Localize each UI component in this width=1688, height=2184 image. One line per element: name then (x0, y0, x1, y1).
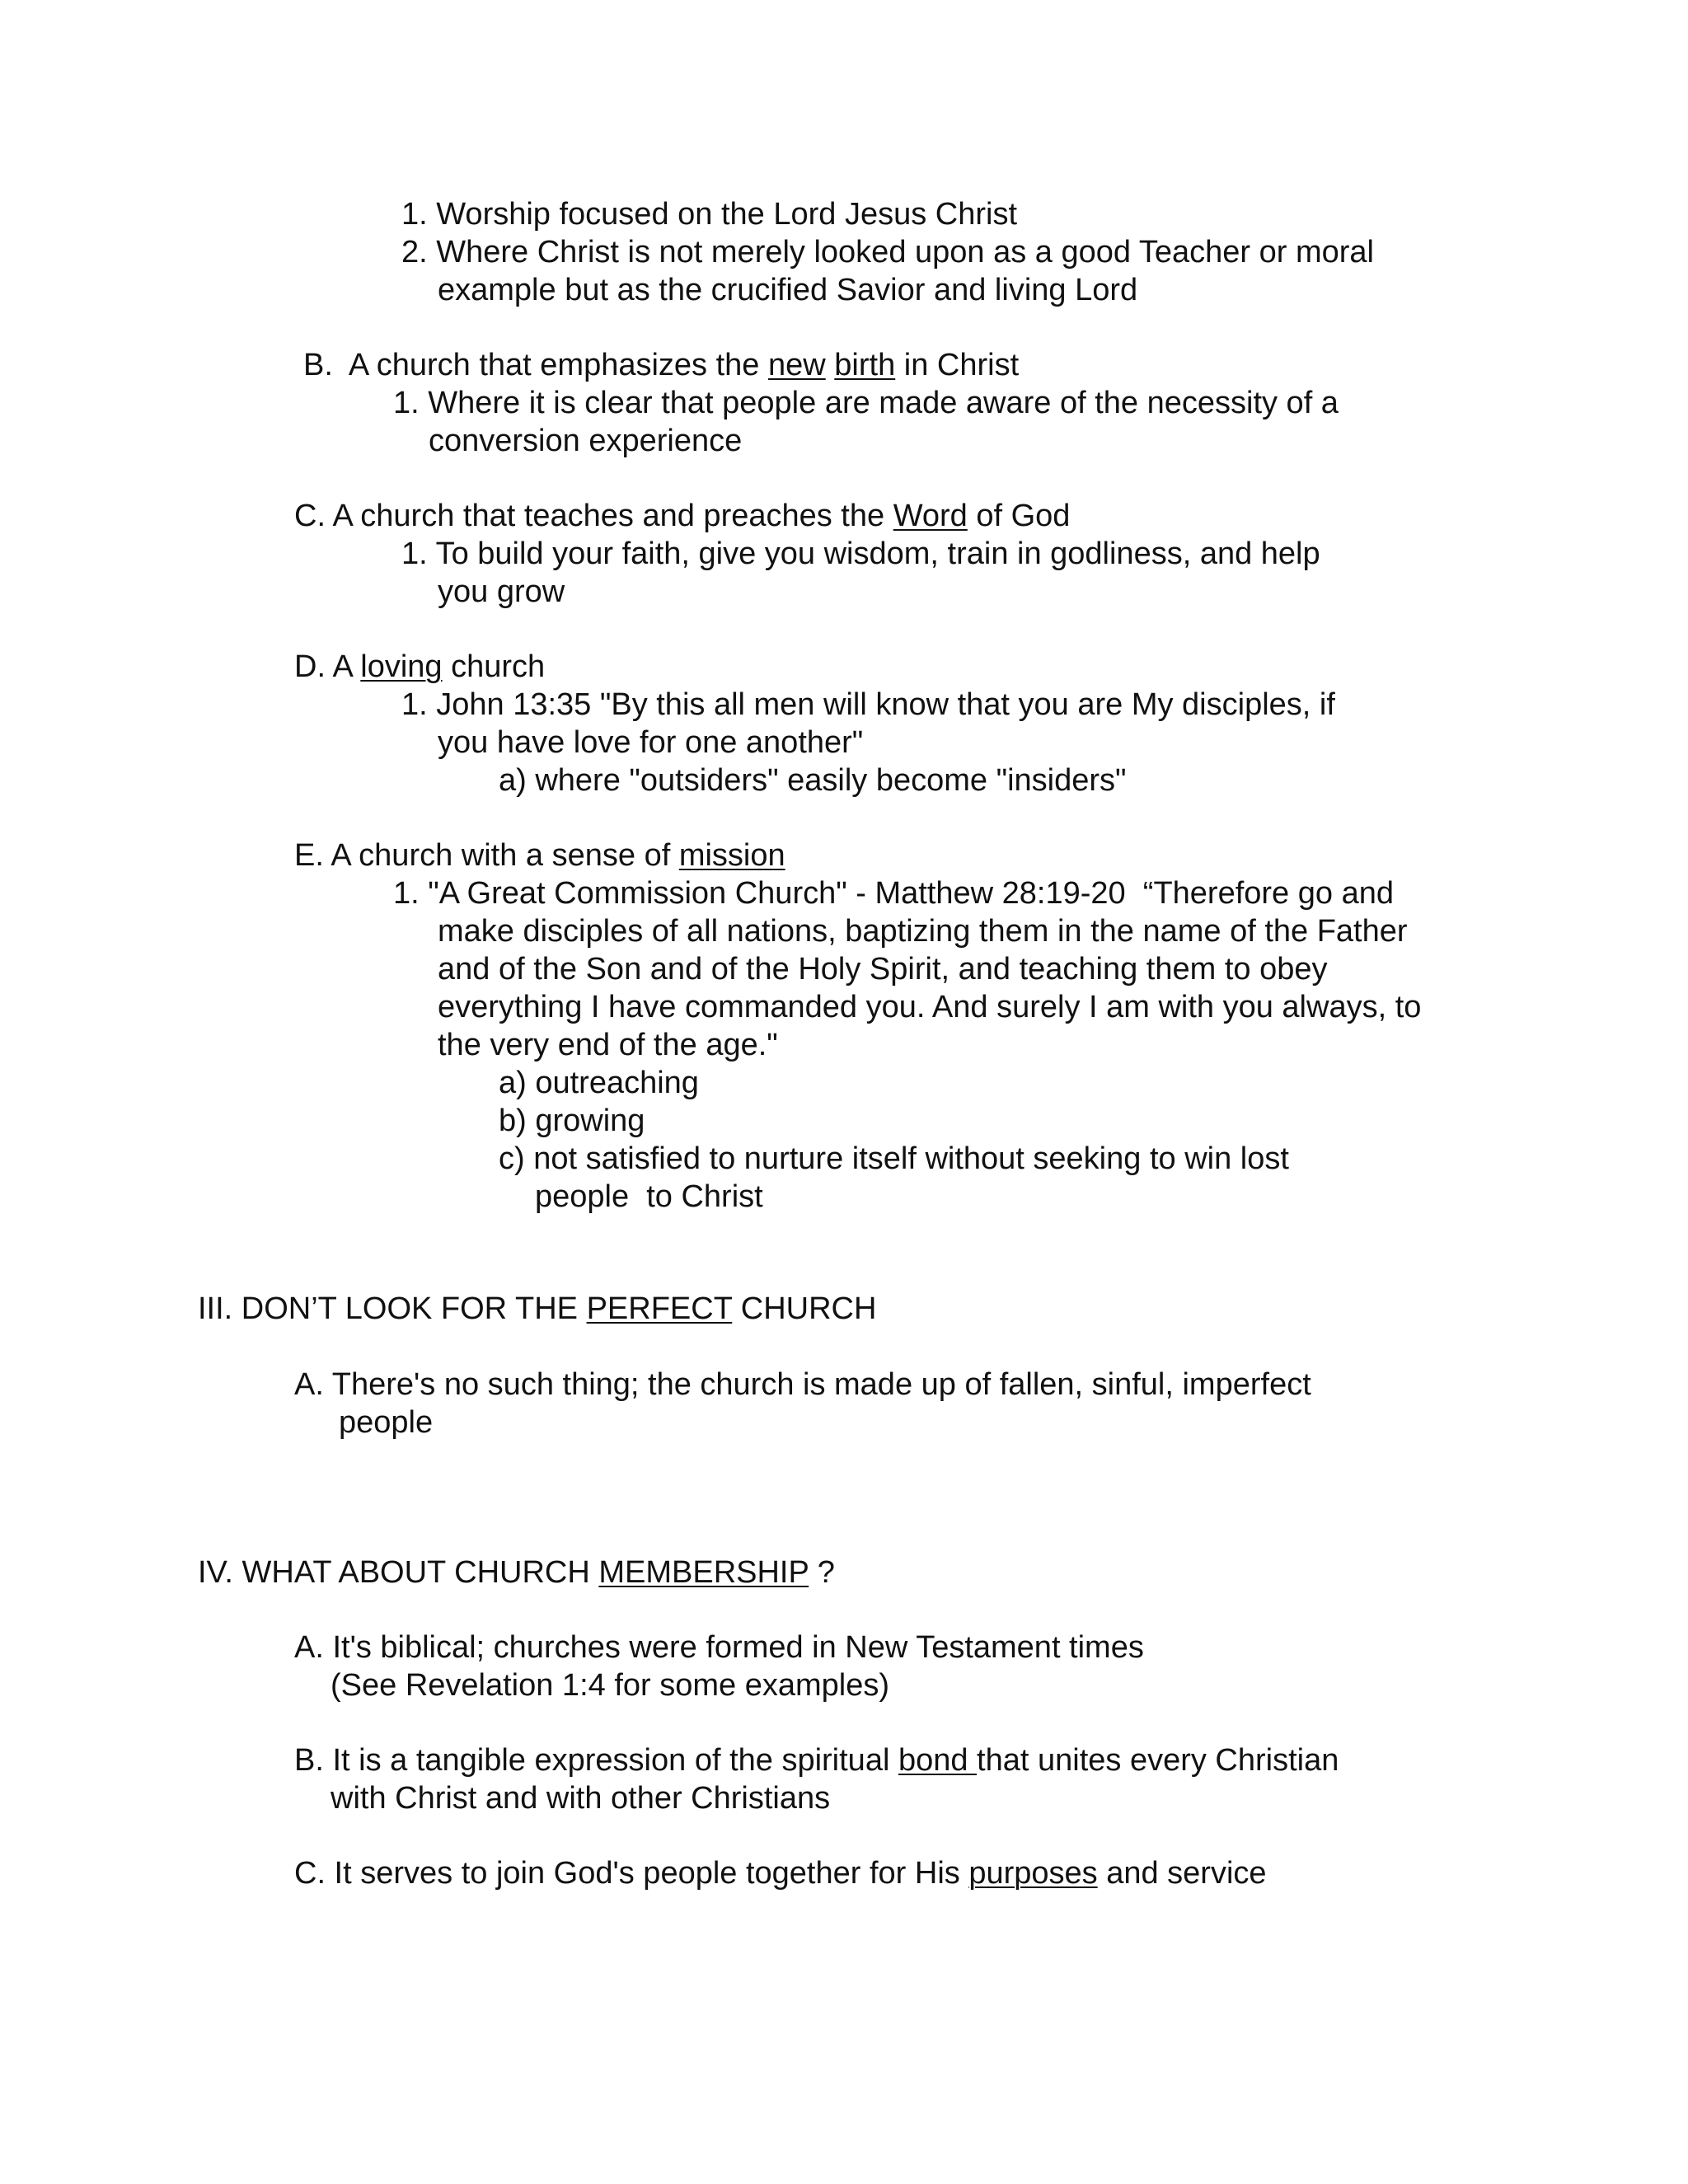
outline-line (438, 988, 1421, 1026)
outline-text: you have love for one another" (438, 725, 864, 760)
outline-text: a) where "outsiders" easily become "insiders" (499, 763, 1127, 798)
outline-text: A. There's no such thing; the church is made up of fallen, sinful, imperfect (294, 1367, 1311, 1402)
outline-text: 1. Worship focused on the Lord Jesus Christ (401, 197, 1018, 232)
heading-text: IV. WHAT ABOUT CHURCH (198, 1555, 599, 1590)
outline-text: of God (967, 499, 1071, 533)
outline-text: you grow (438, 574, 565, 609)
underlined-term: birth (834, 348, 896, 382)
outline-text: and service (1097, 1856, 1267, 1891)
outline-text: make disciples of all nations, baptizing them in the name of the Father (438, 914, 1408, 949)
outline-line (401, 233, 1374, 271)
outline-item-c (294, 497, 1070, 535)
outline-text: conversion experience (429, 424, 743, 458)
outline-line (438, 1026, 778, 1064)
outline-item-d (294, 648, 545, 686)
outline-line (339, 1404, 433, 1441)
section-heading-iv (198, 1554, 835, 1591)
heading-text: CHURCH (732, 1291, 877, 1326)
outline-line (438, 950, 1328, 988)
outline-text: a) outreaching (499, 1066, 699, 1100)
outline-line (499, 1102, 645, 1140)
outline-text: A. It's biblical; churches were formed in New Testament times (294, 1630, 1144, 1665)
outline-text: that unites every Christian (977, 1743, 1339, 1778)
outline-line (438, 573, 565, 611)
outline-text: the very end of the age." (438, 1028, 778, 1062)
outline-line (429, 422, 742, 460)
outline-text: B. A church that emphasizes the (303, 348, 768, 382)
outline-text: C. It serves to join God's people together for His (294, 1856, 969, 1891)
underlined-term: loving (360, 649, 443, 684)
underlined-term: mission (678, 838, 785, 873)
outline-line (535, 1178, 763, 1216)
underlined-term: PERFECT (586, 1291, 733, 1326)
outline-text: C. A church that teaches and preaches the (294, 499, 893, 533)
outline-text: c) not satisfied to nurture itself without seeking to win lost (499, 1141, 1289, 1176)
outline-line (438, 724, 863, 762)
outline-text: church (442, 649, 546, 684)
outline-item-b (294, 1741, 1339, 1779)
heading-text: ? (809, 1555, 835, 1590)
outline-text: people to Christ (535, 1179, 763, 1214)
outline-text: 1. "A Great Commission Church" - Matthew 28:19-20 “Therefore go and (393, 876, 1394, 911)
underlined-term: new (768, 348, 826, 382)
underlined-term: Word (893, 499, 968, 533)
outline-text: 1. To build your faith, give you wisdom, train in godliness, and help (401, 537, 1320, 571)
outline-text: D. A (294, 649, 361, 684)
outline-line (438, 271, 1137, 309)
outline-line (499, 762, 1127, 799)
outline-text: B. It is a tangible expression of the spiritual (294, 1743, 898, 1778)
outline-line (438, 912, 1408, 950)
outline-line (401, 535, 1320, 573)
outline-text: in Christ (895, 348, 1020, 382)
outline-line (393, 874, 1394, 912)
outline-line (393, 384, 1339, 422)
underlined-term: purposes (968, 1856, 1098, 1891)
outline-text: 1. John 13:35 "By this all men will know that you are My disciples, if (401, 687, 1335, 722)
outline-text (826, 348, 835, 382)
outline-text: 2. Where Christ is not merely looked upon as a good Teacher or moral (401, 235, 1375, 269)
outline-item-b (303, 346, 1019, 384)
outline-line (294, 1629, 1144, 1666)
outline-line (331, 1666, 889, 1704)
outline-text: with Christ and with other Christians (331, 1781, 831, 1816)
outline-text: people (339, 1405, 434, 1440)
outline-line (499, 1064, 699, 1102)
outline-line (294, 1366, 1311, 1404)
outline-text: 1. Where it is clear that people are made aware of the necessity of a (393, 386, 1339, 420)
outline-text: b) growing (499, 1104, 645, 1138)
outline-text: and of the Son and of the Holy Spirit, and teaching them to obey (438, 952, 1328, 987)
outline-line (331, 1779, 830, 1817)
section-heading-iii (198, 1290, 876, 1328)
outline-item-e (294, 837, 785, 874)
underlined-term: MEMBERSHIP (598, 1555, 809, 1590)
outline-text: everything I have commanded you. And surely I am with you always, to (438, 990, 1422, 1024)
outline-text: example but as the crucified Savior and living Lord (438, 273, 1138, 307)
outline-text: E. A church with a sense of (294, 838, 679, 873)
underlined-term: bond (898, 1743, 978, 1778)
outline-line (401, 195, 1017, 233)
outline-item-c (294, 1854, 1267, 1892)
outline-line (401, 686, 1335, 724)
outline-line (499, 1140, 1289, 1178)
outline-text: (See Revelation 1:4 for some examples) (331, 1668, 889, 1703)
heading-text: III. DON’T LOOK FOR THE (198, 1291, 587, 1326)
